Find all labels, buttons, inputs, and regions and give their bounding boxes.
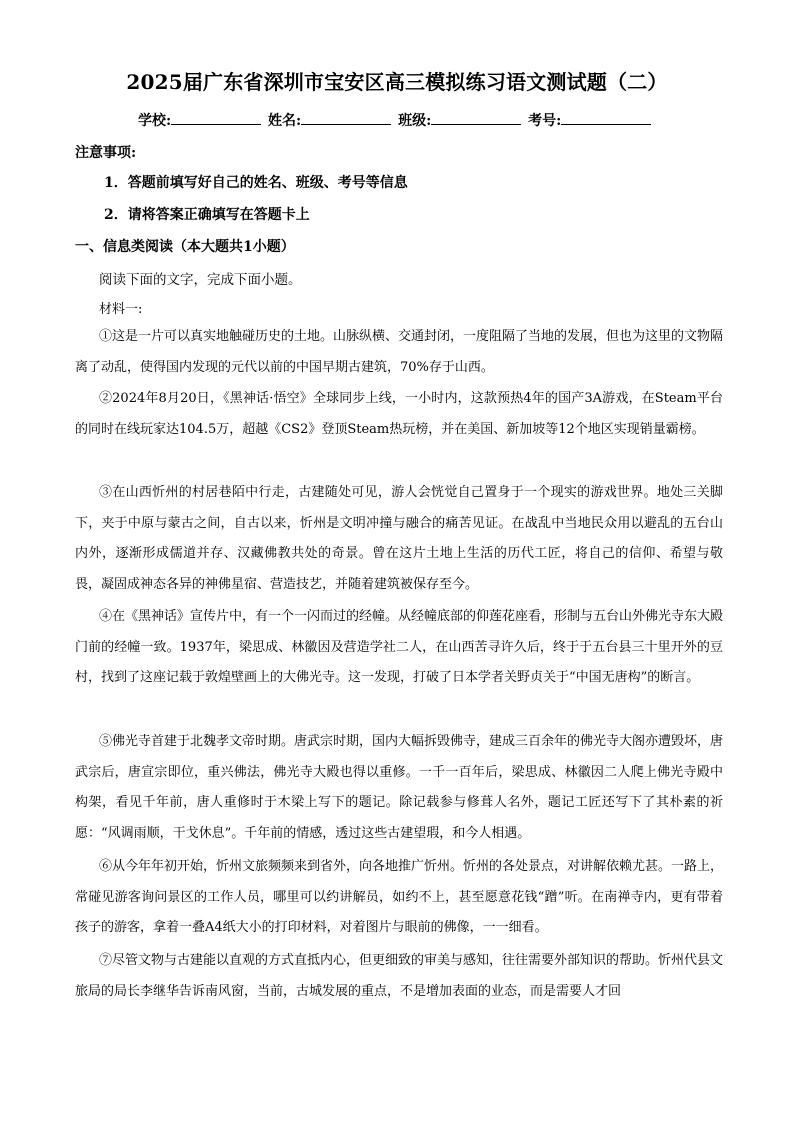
school-blank — [171, 111, 261, 125]
section-intro: 阅读下面的文字，完成下面小题。 — [99, 272, 302, 288]
school-label: 学校: — [138, 113, 172, 129]
page-title: 2025届广东省深圳市宝安区高三模拟练习语文测试题（二） — [126, 70, 668, 94]
paragraph-5: ⑤佛光寺首建于北魏孝文帝时期。唐武宗时期，国内大幅拆毁佛寺，建成三百余年的佛光寺大阁亦遭毁坏，唐武宗后，唐宣宗即位，重兴佛法，佛光寺大殿也得以重修。一千一百年后，梁思成、林徽因二人爬上佛光寺殿中构架，看见千年前，唐人重修时于木梁上写下的题记。除记载参与修葺人名外，题记工匠还写下了其朴素的祈愿：“风调雨顺，干戈休息”。千年前的情感，透过这些古建望瑕，和今人相遇。 — [75, 734, 724, 841]
paragraph-1: ①这是一片可以真实地触碰历史的土地。山脉纵横、交通封闭，一度阻隔了当地的发展，但也为这里的文物隔离了动乱，使得国内发现的元代以前的中国早期古建筑，70%存于山西。 — [75, 329, 724, 375]
paragraph-6: ⑥从今年年初开始，忻州文旅频频来到省外，向各地推广忻州。忻州的各处景点，对讲解依赖尤甚。一路上，常碰见游客询问景区的工作人员，哪里可以约讲解员，如约不上，甚至愿意花钱“蹭”听。在南禅寺内，更有带着孩子的游客，拿着一叠A4纸大小的打印材料，对着图片与眼前的佛像，一一细看。 — [75, 859, 724, 936]
name-label: 姓名: — [268, 113, 302, 129]
exam-no-blank — [561, 111, 651, 125]
exam-no-label: 考号: — [528, 113, 562, 129]
paragraph-7: ⑦尽管文物与古建能以直观的方式直抵内心，但更细致的审美与感知，往往需要外部知识的帮助。忻州代县文旅局的局长李继华告诉南风窗，当前，古城发展的重点，不是增加表面的业态，而是需要人才回 — [75, 953, 724, 999]
note-item: 2．请将答案正确填写在答题卡上 — [104, 207, 310, 223]
paragraph-3: ③在山西忻州的村居巷陌中行走，古建随处可见，游人会恍觉自己置身于一个现实的游戏世界。地处三关脚下，夹于中原与蒙古之间，自古以来，忻州是文明冲撞与融合的痛苦见证。在战乱中当地民众用以避乱的五台山内外，逐渐形成儒道并存、汉藏佛教共处的奇景。曾在这片土地上生活的历代工匠，将自己的信仰、希望与敬畏，凝固成神态各异的神佛星宿、营造技艺，并随着建筑被保存至今。 — [75, 485, 723, 592]
section-title: 一、信息类阅读（本大题共1小题） — [75, 239, 295, 255]
class-label: 班级: — [398, 113, 432, 129]
class-blank — [431, 111, 521, 125]
paragraph-2: ②2024年8月20日，《黑神话·悟空》全球同步上线，一小时内，这款预热4年的国产3A游戏，在Steam平台的同时在线玩家达104.5万，超越《CS2》登顶Steam热玩榜，并在美国、新加坡等12个地区实现销量霸榜。 — [75, 391, 723, 437]
note-item: 1．答题前填写好自己的姓名、班级、考号等信息 — [104, 175, 408, 191]
name-blank — [301, 111, 391, 125]
notes-title: 注意事项: — [75, 145, 137, 161]
material-label: 材料一: — [99, 302, 143, 317]
student-info-row — [138, 110, 653, 130]
paragraph-4: ④在《黑神话》宣传片中，有一个一闪而过的经幢。从经幢底部的仰莲花座看，形制与五台山外佛光寺东大殿门前的经幢一致。1937年，梁思成、林徽因及营造学社二人，在山西苦寻许久后，终于于五台县三十里开外的豆村，找到了这座记载于敦煌壁画上的大佛光寺。这一发现，打破了日本学者关野贞关于“中国无唐构”的断言。 — [75, 609, 724, 686]
